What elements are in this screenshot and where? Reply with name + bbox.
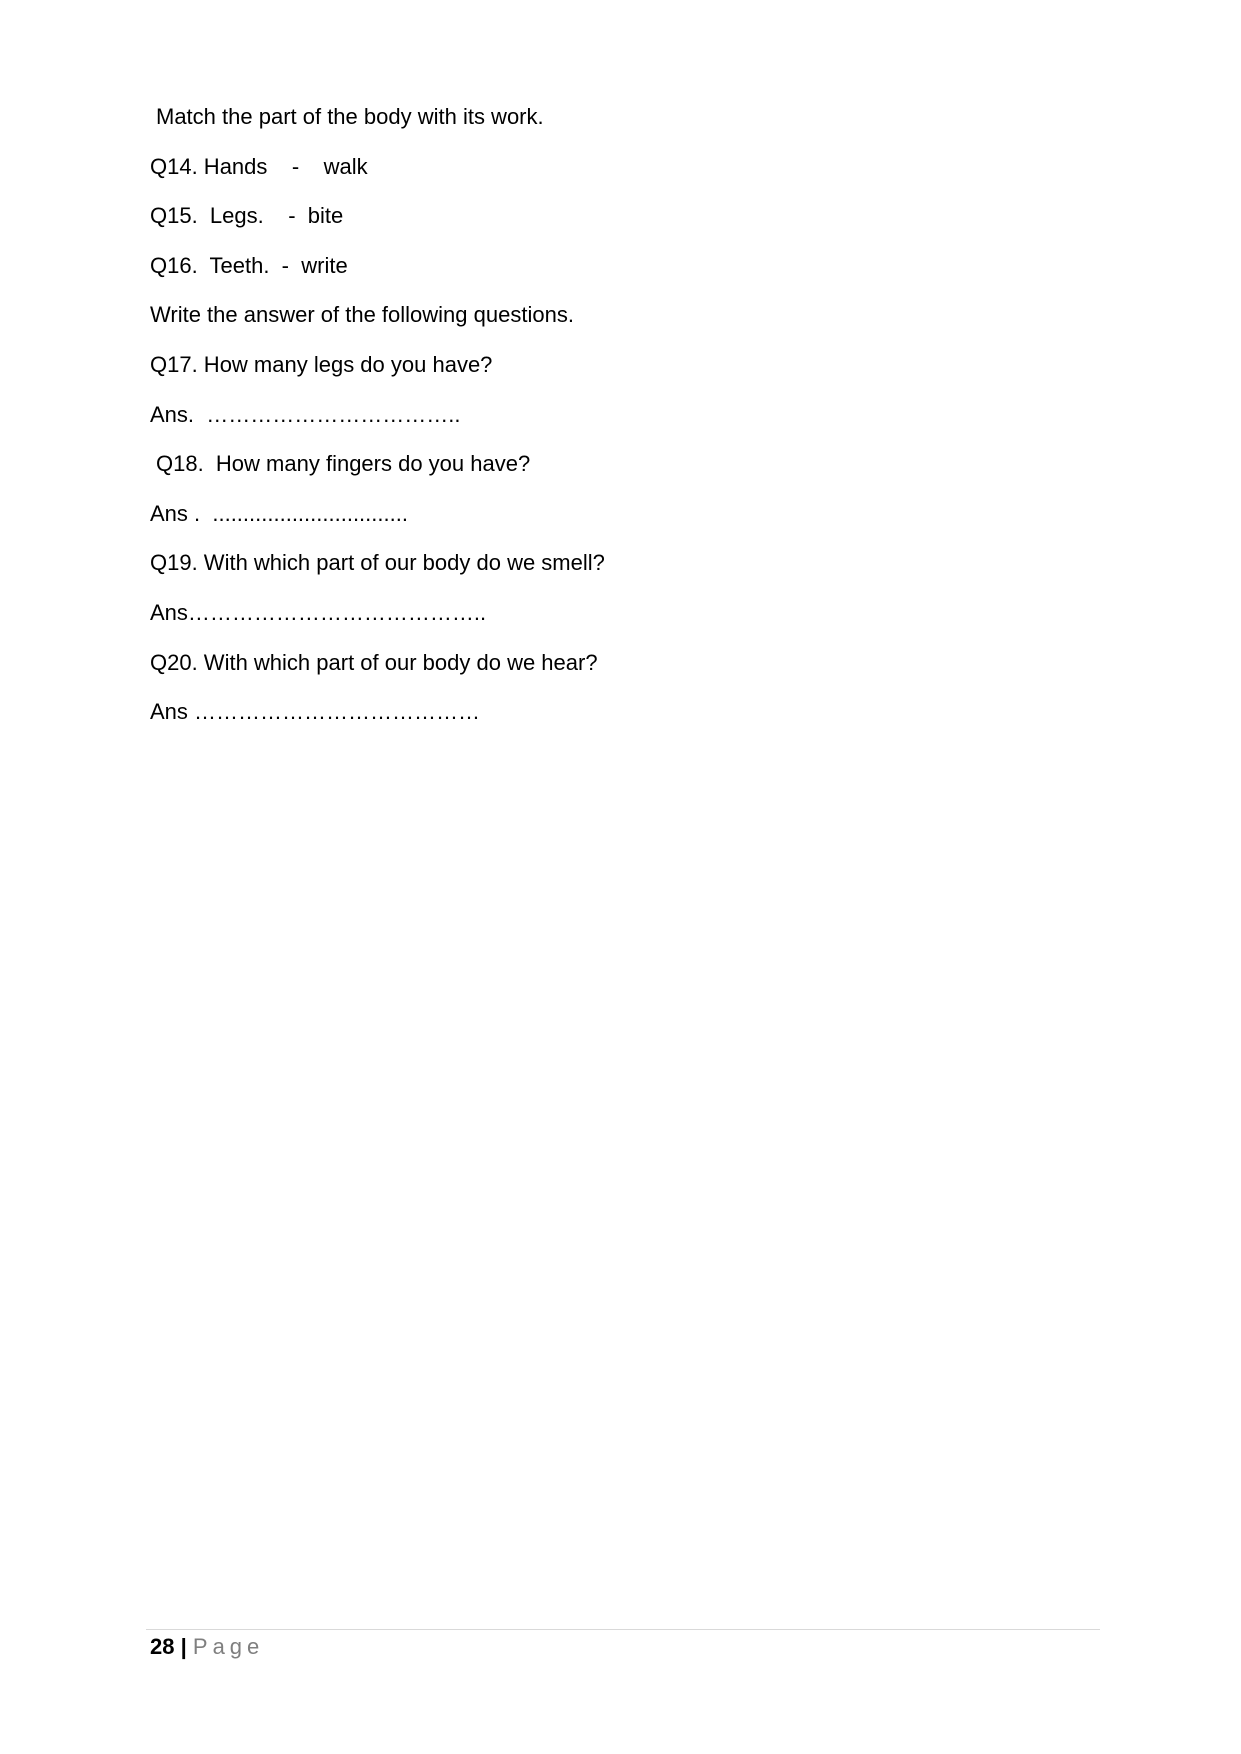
question-q19: Q19. With which part of our body do we smell? [150, 550, 605, 576]
footer-separator: | [180, 1634, 187, 1659]
answer-line-q18: Ans . ................................ [150, 500, 408, 526]
question-q17: Q17. How many legs do you have? [150, 351, 493, 377]
answer-line-q20: Ans ………………………………… [150, 699, 481, 725]
page-footer [150, 1632, 264, 1662]
footer-divider [146, 1629, 1100, 1630]
match-item-q15: Q15. Legs. - bite [150, 203, 344, 229]
question-q20: Q20. With which part of our body do we hear? [150, 649, 598, 675]
question-q18: Q18. How many fingers do you have? [156, 451, 531, 477]
match-item-q14: Q14. Hands - walk [150, 153, 368, 179]
worksheet-body [150, 102, 1100, 747]
answer-line-q17: Ans. …………………………….. [150, 401, 461, 427]
match-heading: Match the part of the body with its work. [156, 104, 544, 129]
answer-line-q19: Ans………………………………….. [150, 599, 487, 625]
answer-heading: Write the answer of the following questions. [150, 302, 574, 328]
match-item-q16: Q16. Teeth. - write [150, 252, 348, 278]
page-label: Page [192, 1634, 265, 1659]
page-number: 28 [150, 1634, 175, 1659]
